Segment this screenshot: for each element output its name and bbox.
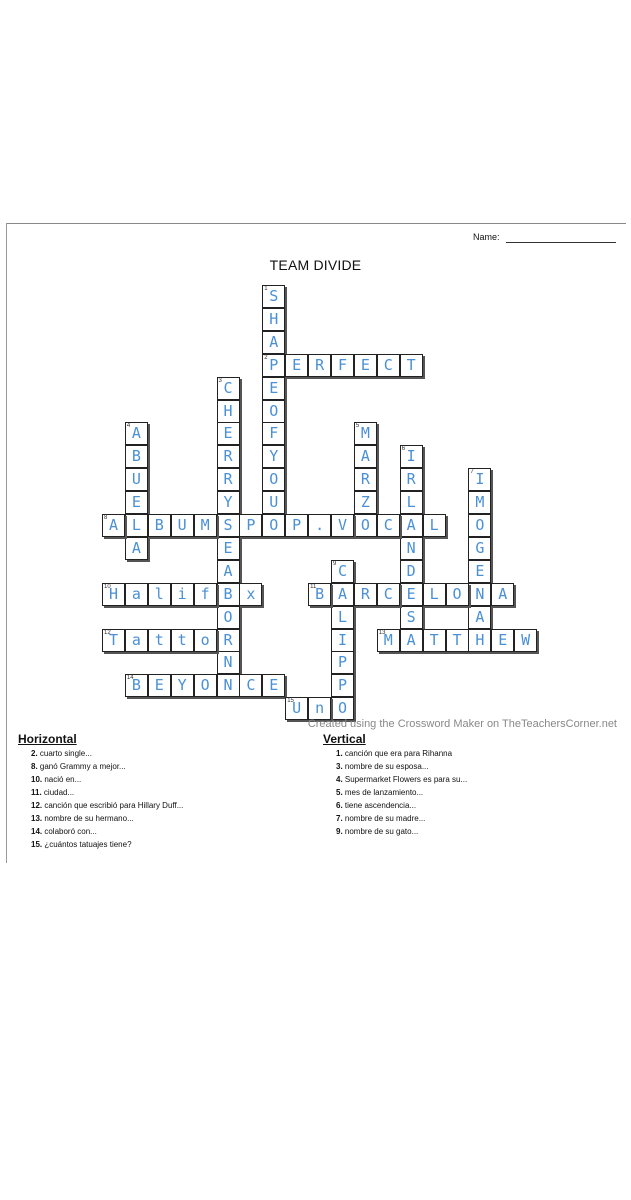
grid-cell[interactable] (217, 445, 240, 468)
grid-cell[interactable] (400, 491, 423, 514)
cell-letter: l (154, 584, 164, 603)
clue-number: 4. (336, 775, 343, 784)
clue-number: 7 (470, 469, 474, 476)
clue-number: 11 (310, 583, 317, 590)
cell-letter: N (406, 538, 416, 557)
cell-letter: I (475, 470, 485, 489)
cell-letter: S (223, 516, 233, 534)
clue-number: 6 (401, 446, 406, 453)
grid-cell[interactable] (491, 629, 514, 652)
cell-letter: O (223, 607, 233, 626)
credit-text: Created using the Crossword Maker on TheTeachersCorner.net (307, 718, 617, 730)
grid-cell[interactable] (491, 583, 514, 606)
grid-cell[interactable] (217, 377, 240, 400)
cell-letter: E (292, 355, 302, 374)
grid-cell[interactable] (125, 514, 148, 537)
grid-cell[interactable] (171, 514, 194, 537)
grid-cell[interactable] (400, 445, 423, 468)
cell-letter: A (131, 424, 141, 443)
grid-cell[interactable] (262, 354, 285, 377)
cell-letter: t (154, 630, 164, 649)
grid-cell[interactable] (423, 583, 446, 606)
grid-cell[interactable] (262, 400, 285, 423)
clue-number: 5. (336, 788, 343, 797)
cell-letter: T (406, 355, 416, 374)
grid-cell[interactable] (514, 629, 537, 652)
cell-letter: S (406, 607, 416, 626)
cell-letter: x (246, 584, 256, 603)
cell-letter: C (383, 516, 393, 534)
down-clue (336, 760, 467, 773)
cell-letter: a (131, 630, 141, 649)
cell-letter: P (337, 676, 348, 695)
across-clue-list (31, 747, 183, 851)
clue-number: 8 (104, 515, 108, 521)
clue-text: cuarto single... (37, 749, 92, 758)
cell-letter: A (269, 332, 279, 351)
grid-cell[interactable] (194, 674, 217, 697)
cell-letter: U (131, 470, 141, 489)
down-clue (336, 773, 467, 786)
name-label: Name: (473, 232, 500, 242)
cell-letter: I (337, 630, 348, 649)
grid-cell[interactable] (217, 491, 240, 514)
grid-cell[interactable] (148, 629, 171, 652)
grid-cell[interactable] (217, 651, 240, 674)
cell-letter: T (108, 630, 119, 649)
cell-letter: H (269, 309, 279, 328)
grid-cell[interactable] (331, 583, 354, 606)
grid-cell[interactable] (262, 445, 285, 468)
grid-cell[interactable] (468, 537, 491, 560)
cell-letter: R (406, 470, 416, 489)
cell-letter: N (475, 584, 485, 603)
grid-cell[interactable] (217, 583, 240, 606)
cell-letter: t (177, 630, 187, 649)
cell-letter: E (131, 493, 141, 512)
clue-text: nombre de su gato... (342, 827, 419, 836)
cell-letter: A (360, 447, 370, 466)
cell-letter: T (452, 630, 462, 649)
cell-letter: O (269, 516, 279, 534)
clue-text: canción que escribió para Hillary Duff... (42, 801, 184, 810)
cell-letter: C (383, 355, 393, 374)
grid-cell[interactable] (148, 674, 171, 697)
cell-letter: E (269, 378, 279, 397)
cell-letter: M (475, 493, 485, 512)
grid-cell[interactable] (354, 422, 377, 445)
cell-letter: B (223, 584, 233, 603)
cell-letter: E (223, 424, 233, 443)
grid-cell[interactable] (239, 514, 262, 537)
cell-letter: H (475, 630, 485, 649)
across-clue (31, 773, 183, 786)
grid-cell[interactable] (308, 354, 331, 377)
cell-letter: A (223, 561, 233, 580)
clue-number: 2. (31, 749, 38, 758)
cell-letter: F (337, 355, 348, 374)
cell-letter: i (177, 584, 187, 603)
cell-letter: D (406, 561, 416, 580)
grid-cell[interactable] (262, 422, 285, 445)
cell-letter: C (223, 378, 233, 397)
clue-number: 13 (378, 629, 386, 636)
clue-number: 10. (31, 775, 43, 784)
cell-letter: R (360, 470, 370, 489)
grid-cell[interactable] (125, 674, 148, 697)
across-clue (31, 838, 183, 851)
cell-letter: B (154, 516, 164, 534)
cell-letter: E (498, 630, 508, 649)
grid-cell[interactable] (377, 583, 400, 606)
clue-text: colaboró con... (42, 827, 97, 836)
clue-number: 4 (126, 423, 131, 430)
clue-text: Supermarket Flowers es para su... (342, 775, 468, 784)
down-clue (336, 786, 467, 799)
cell-letter: E (360, 355, 370, 374)
grid-cell[interactable] (354, 468, 377, 491)
grid-cell[interactable] (468, 606, 491, 629)
grid-cell[interactable] (285, 354, 308, 377)
grid-cell[interactable] (446, 583, 469, 606)
clue-number: 15 (287, 698, 294, 705)
cell-letter: L (131, 516, 141, 534)
clue-number: 3 (218, 377, 222, 384)
grid-cell[interactable] (308, 514, 331, 537)
grid-cell[interactable] (217, 629, 240, 652)
grid-cell[interactable] (171, 583, 194, 606)
clue-number: 1 (264, 286, 268, 292)
cell-letter: B (315, 584, 325, 603)
grid-cell[interactable] (125, 629, 148, 652)
clue-number: 12 (104, 629, 111, 636)
grid-cell[interactable] (331, 606, 354, 629)
clue-text: ¿cuántos tatuajes tiene? (42, 840, 132, 849)
cell-letter: L (429, 584, 439, 603)
grid-cell[interactable] (331, 674, 354, 697)
across-heading: Horizontal (18, 732, 77, 746)
grid-cell[interactable] (217, 514, 240, 537)
cell-letter: B (131, 676, 141, 695)
cell-letter: O (475, 516, 485, 534)
grid-cell[interactable] (468, 491, 491, 514)
cell-letter: B (131, 447, 141, 466)
grid-cell[interactable] (262, 514, 285, 537)
across-clue (31, 825, 183, 838)
clue-number: 14 (126, 675, 134, 682)
cell-letter: H (108, 584, 119, 603)
grid-cell[interactable] (217, 468, 240, 491)
down-clue (336, 747, 467, 760)
cell-letter: n (315, 699, 325, 718)
clue-number: 8. (31, 762, 38, 771)
grid-cell[interactable] (262, 285, 285, 308)
cell-letter: f (200, 584, 210, 603)
cell-letter: R (223, 630, 233, 649)
grid-cell[interactable] (194, 629, 217, 652)
grid-cell[interactable] (468, 514, 491, 537)
cell-letter: o (200, 630, 210, 649)
across-clue (31, 812, 183, 825)
cell-letter: O (269, 401, 279, 420)
cell-letter: N (223, 676, 233, 695)
grid-cell[interactable] (262, 377, 285, 400)
grid-cell[interactable] (194, 583, 217, 606)
grid-cell[interactable] (217, 606, 240, 629)
grid-cell[interactable] (102, 514, 125, 537)
grid-cell[interactable] (400, 537, 423, 560)
cell-letter: E (406, 584, 416, 603)
cell-letter: U (177, 516, 187, 534)
cell-letter: E (223, 538, 233, 557)
grid-cell[interactable] (125, 583, 148, 606)
cell-letter: . (315, 516, 325, 534)
grid-cell[interactable] (331, 354, 354, 377)
cell-letter: H (223, 401, 233, 420)
clue-text: mes de lanzamiento... (342, 788, 424, 797)
grid-cell[interactable] (194, 514, 217, 537)
across-clue (31, 760, 183, 773)
cell-letter: A (406, 630, 416, 649)
grid-cell[interactable] (468, 583, 491, 606)
grid-cell[interactable] (102, 583, 125, 606)
cell-letter: A (131, 538, 141, 557)
grid-cell[interactable] (217, 400, 240, 423)
cell-letter: C (337, 561, 348, 580)
clue-number: 9 (333, 560, 337, 567)
grid-cell[interactable] (285, 697, 308, 720)
grid-cell[interactable] (377, 514, 400, 537)
grid-cell[interactable] (468, 560, 491, 583)
grid-cell[interactable] (171, 629, 194, 652)
cell-letter: a (131, 584, 141, 603)
cell-letter: P (337, 653, 348, 672)
clue-text: nombre de su esposa... (342, 762, 429, 771)
grid-cell[interactable] (400, 629, 423, 652)
grid-cell[interactable] (446, 629, 469, 652)
grid-cell[interactable] (354, 491, 377, 514)
cell-letter: F (269, 424, 279, 443)
cell-letter: G (475, 538, 485, 557)
cell-letter: R (360, 584, 370, 603)
grid-cell[interactable] (239, 674, 262, 697)
grid-cell[interactable] (331, 697, 354, 720)
cell-letter: C (383, 584, 393, 603)
grid-cell[interactable] (285, 514, 308, 537)
cell-letter: N (223, 653, 233, 672)
clue-number: 11. (31, 788, 42, 797)
grid-cell[interactable] (423, 629, 446, 652)
cell-letter: R (223, 470, 233, 489)
grid-cell[interactable] (125, 491, 148, 514)
clue-number: 2 (264, 354, 268, 361)
cell-letter: M (200, 516, 210, 534)
grid-cell[interactable] (400, 354, 423, 377)
cell-letter: P (246, 516, 256, 534)
clue-number: 10 (104, 583, 111, 590)
cell-letter: O (452, 584, 462, 603)
cell-letter: L (337, 607, 348, 626)
down-clue (336, 825, 467, 838)
cell-letter: S (269, 287, 279, 305)
grid-cell[interactable] (262, 331, 285, 354)
clue-text: nombre de su madre... (342, 814, 426, 823)
puzzle-title: TEAM DIVIDE (269, 257, 362, 273)
grid-cell[interactable] (125, 537, 148, 560)
grid-cell[interactable] (354, 514, 377, 537)
across-clue (31, 799, 183, 812)
cell-letter: I (406, 447, 416, 466)
cell-letter: A (498, 584, 508, 603)
grid-cell[interactable] (262, 468, 285, 491)
grid-cell[interactable] (400, 514, 423, 537)
grid-cell[interactable] (377, 629, 400, 652)
grid-cell[interactable] (377, 354, 400, 377)
clue-text: canción que era para Rihanna (342, 749, 453, 758)
grid-cell[interactable] (102, 629, 125, 652)
grid-cell[interactable] (125, 445, 148, 468)
grid-cell[interactable] (262, 674, 285, 697)
clue-number: 14. (31, 827, 43, 836)
across-clue (31, 786, 183, 799)
cell-letter: T (429, 630, 439, 649)
cell-letter: M (360, 424, 370, 443)
clue-text: nombre de su hermano... (42, 814, 134, 823)
clue-text: nació en... (42, 775, 82, 784)
grid-cell[interactable] (308, 697, 331, 720)
cell-letter: U (269, 493, 279, 512)
grid-cell[interactable] (331, 514, 354, 537)
down-clue (336, 799, 467, 812)
cell-letter: O (360, 516, 370, 534)
cell-letter: Y (223, 493, 233, 512)
cell-letter: C (246, 676, 256, 695)
clue-number: 7. (336, 814, 343, 823)
cell-letter: E (269, 676, 279, 695)
clue-number: 5 (355, 423, 360, 430)
cell-letter: A (337, 584, 348, 603)
grid-cell[interactable] (354, 583, 377, 606)
clue-text: ciudad... (41, 788, 75, 797)
grid-cell[interactable] (148, 514, 171, 537)
cell-letter: L (429, 516, 439, 534)
grid-cell[interactable] (354, 445, 377, 468)
grid-cell[interactable] (217, 560, 240, 583)
cell-letter: A (406, 516, 416, 534)
grid-cell[interactable] (468, 629, 491, 652)
grid-cell[interactable] (262, 491, 285, 514)
cell-letter: R (223, 447, 233, 466)
grid-cell[interactable] (400, 606, 423, 629)
grid-cell[interactable] (423, 514, 446, 537)
grid-cell[interactable] (262, 308, 285, 331)
cell-letter: L (406, 493, 416, 512)
grid-cell[interactable] (331, 629, 354, 652)
cell-letter: Y (269, 447, 279, 466)
clue-number: 15. (31, 840, 43, 849)
grid-cell[interactable] (217, 422, 240, 445)
grid-cell[interactable] (400, 468, 423, 491)
grid-cell[interactable] (171, 674, 194, 697)
grid-cell[interactable] (125, 422, 148, 445)
clue-number: 1. (336, 749, 343, 758)
down-heading: Vertical (323, 732, 366, 746)
cell-letter: E (475, 561, 485, 580)
cell-letter: P (269, 355, 279, 374)
clue-number: 3. (336, 762, 343, 771)
grid-cell[interactable] (468, 468, 491, 491)
clue-number: 13. (31, 814, 43, 823)
grid-cell[interactable] (125, 468, 148, 491)
cell-letter: W (521, 630, 531, 649)
grid-cell[interactable] (217, 537, 240, 560)
down-clue (336, 812, 467, 825)
cell-letter: Z (360, 493, 370, 512)
clue-number: 6. (336, 801, 343, 810)
grid-cell[interactable] (217, 674, 240, 697)
cell-letter: A (475, 607, 485, 626)
clue-number: 9. (336, 827, 343, 836)
cell-letter: Y (177, 676, 187, 695)
grid-cell[interactable] (331, 651, 354, 674)
cell-letter: E (154, 676, 164, 695)
cell-letter: M (383, 630, 393, 649)
clue-number: 12. (31, 801, 43, 810)
cell-letter: P (292, 516, 302, 534)
cell-letter: V (337, 516, 348, 534)
clue-text: tiene ascendencia... (342, 801, 417, 810)
across-clue (31, 747, 183, 760)
cell-letter: A (108, 516, 119, 534)
grid-cell[interactable] (239, 583, 262, 606)
cell-letter: O (200, 676, 210, 695)
cell-letter: O (337, 699, 348, 718)
grid-cell[interactable] (400, 583, 423, 606)
clue-text: ganó Grammy a mejor... (37, 762, 126, 771)
down-clue-list (336, 747, 467, 838)
grid-cell[interactable] (148, 583, 171, 606)
grid-cell[interactable] (308, 583, 331, 606)
grid-cell[interactable] (354, 354, 377, 377)
cell-letter: R (315, 355, 325, 374)
grid-cell[interactable] (400, 560, 423, 583)
cell-letter: O (269, 470, 279, 489)
grid-cell[interactable] (331, 560, 354, 583)
cell-letter: U (292, 699, 302, 718)
